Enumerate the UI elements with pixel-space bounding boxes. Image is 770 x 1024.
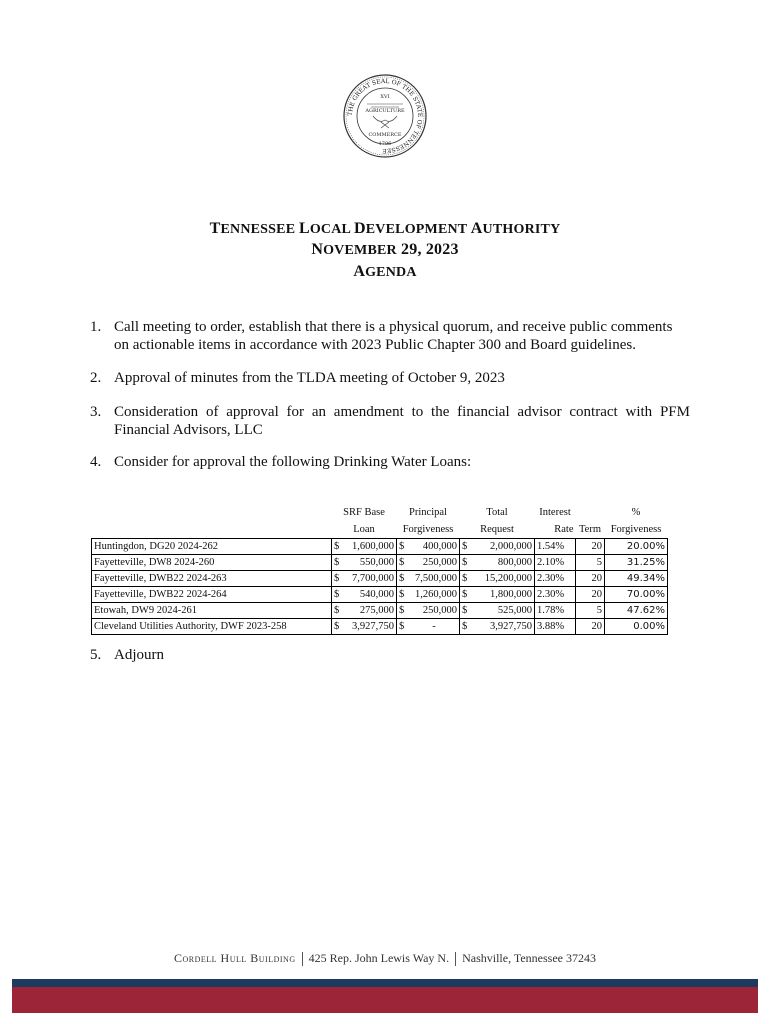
- cell-currency: $: [397, 571, 410, 587]
- footer-street: 425 Rep. John Lewis Way N.: [308, 951, 450, 965]
- cell-principal-forgiveness: 1,260,000: [409, 587, 460, 603]
- cell-percent-forgiveness: 31.25%: [605, 555, 668, 571]
- cell-total-request: 1,800,000: [472, 587, 535, 603]
- cell-currency: $: [332, 587, 345, 603]
- col-header-term: Term: [578, 524, 601, 535]
- footer-city: Nashville, Tennessee 37243: [462, 951, 596, 965]
- cell-currency: $: [397, 555, 410, 571]
- meeting-date: NOVEMBER 29, 2023: [311, 241, 459, 258]
- cell-percent-forgiveness: 47.62%: [605, 603, 668, 619]
- col-header-principal: Principal: [409, 507, 447, 518]
- state-seal: [343, 74, 427, 158]
- cell-srf-base-loan: 1,600,000: [344, 539, 397, 555]
- table-row: [92, 587, 668, 603]
- cell-currency: $: [332, 603, 345, 619]
- cell-name: Huntingdon, DG20 2024-262: [92, 539, 332, 555]
- cell-term: 20: [576, 587, 605, 603]
- cell-srf-base-loan: 3,927,750: [344, 619, 397, 635]
- cell-interest-rate: 2.10%: [535, 555, 576, 571]
- col-header-pct-forgiveness: Forgiveness: [610, 524, 662, 535]
- col-header-percent: %: [631, 507, 641, 518]
- table-row: [92, 619, 668, 635]
- footer-divider: [302, 952, 303, 966]
- cell-currency: $: [332, 539, 345, 555]
- cell-interest-rate: 2.30%: [535, 587, 576, 603]
- cell-currency: $: [460, 555, 473, 571]
- footer-address: [0, 951, 770, 966]
- cell-currency: $: [460, 587, 473, 603]
- authority-title: TENNESSEE LOCAL DEVELOPMENT AUTHORITY: [209, 220, 561, 237]
- cell-term: 20: [576, 619, 605, 635]
- cell-currency: $: [397, 619, 410, 635]
- col-header-request: Request: [480, 524, 514, 535]
- seal-year-text: 1796: [378, 141, 392, 147]
- cell-interest-rate: 1.78%: [535, 603, 576, 619]
- cell-total-request: 2,000,000: [472, 539, 535, 555]
- cell-total-request: 525,000: [472, 603, 535, 619]
- cell-name: Fayetteville, DWB22 2024-264: [92, 587, 332, 603]
- cell-currency: $: [460, 571, 473, 587]
- cell-name: Cleveland Utilities Authority, DWF 2023-258: [92, 619, 332, 635]
- table-row: [92, 603, 668, 619]
- cell-term: 20: [576, 539, 605, 555]
- cell-currency: $: [332, 571, 345, 587]
- col-header-rate: Rate: [554, 524, 574, 535]
- cell-currency: $: [397, 539, 410, 555]
- cell-percent-forgiveness: 49.34%: [605, 571, 668, 587]
- cell-currency: $: [460, 539, 473, 555]
- cell-currency: $: [397, 587, 410, 603]
- cell-term: 20: [576, 571, 605, 587]
- agenda-item-5: 5. Adjourn: [90, 647, 164, 663]
- agenda-item-4: 4. Consider for approval the following Drinking Water Loans:: [90, 454, 472, 470]
- cell-name: Fayetteville, DWB22 2024-263: [92, 571, 332, 587]
- col-header-srf-base: SRF Base: [343, 507, 385, 518]
- cell-total-request: 3,927,750: [472, 619, 535, 635]
- seal-roman-text: XVI: [380, 94, 390, 100]
- footer-band-red: [12, 987, 758, 1013]
- cell-total-request: 15,200,000: [472, 571, 535, 587]
- cell-srf-base-loan: 550,000: [344, 555, 397, 571]
- cell-currency: $: [397, 603, 410, 619]
- cell-currency: $: [332, 555, 345, 571]
- cell-principal-forgiveness: 250,000: [409, 555, 460, 571]
- cell-currency: $: [332, 619, 345, 635]
- agenda-item-3: 3. Consideration of approval for an amendment to the financial advisor contract with PFM Financial Advisors, LLC: [90, 404, 690, 438]
- seal-ring-text: THE GREAT SEAL OF THE STATE OF TENNESSEE: [346, 77, 424, 155]
- table-row: [92, 539, 668, 555]
- cell-interest-rate: 3.88%: [535, 619, 576, 635]
- cell-percent-forgiveness: 70.00%: [605, 587, 668, 603]
- table-row: [92, 555, 668, 571]
- col-header-total: Total: [486, 507, 508, 518]
- cell-srf-base-loan: 275,000: [344, 603, 397, 619]
- cell-principal-forgiveness: -: [409, 619, 460, 635]
- cell-percent-forgiveness: 20.00%: [605, 539, 668, 555]
- cell-name: Etowah, DW9 2024-261: [92, 603, 332, 619]
- cell-name: Fayetteville, DW8 2024-260: [92, 555, 332, 571]
- footer-band-blue: [12, 979, 758, 987]
- agenda-item-2: 2. Approval of minutes from the TLDA meeting of October 9, 2023: [90, 370, 505, 386]
- cell-term: 5: [576, 555, 605, 571]
- cell-principal-forgiveness: 7,500,000: [409, 571, 460, 587]
- footer-divider: [455, 952, 456, 966]
- agenda-heading: AGENDA: [353, 263, 417, 280]
- drinking-water-loans-table: [91, 504, 668, 635]
- cell-currency: $: [460, 603, 473, 619]
- agenda-item-1: 1. Call meeting to order, establish that there is a physical quorum, and receive public comments on actionable items in accordance with 2023 Public Chapter 300 and Board guidelines.: [90, 319, 673, 353]
- cell-percent-forgiveness: 0.00%: [605, 619, 668, 635]
- table-row: [92, 571, 668, 587]
- cell-term: 5: [576, 603, 605, 619]
- cell-principal-forgiveness: 400,000: [409, 539, 460, 555]
- table-header-row: [92, 504, 668, 521]
- table-header-row: [92, 521, 668, 539]
- cell-currency: $: [460, 619, 473, 635]
- cell-srf-base-loan: 7,700,000: [344, 571, 397, 587]
- seal-commerce-text: COMMERCE: [368, 132, 402, 138]
- seal-agriculture-text: AGRICULTURE: [365, 108, 405, 114]
- cell-total-request: 800,000: [472, 555, 535, 571]
- footer-building: Cordell Hull Building: [174, 951, 296, 965]
- cell-srf-base-loan: 540,000: [344, 587, 397, 603]
- cell-principal-forgiveness: 250,000: [409, 603, 460, 619]
- cell-interest-rate: 1.54%: [535, 539, 576, 555]
- col-header-loan: Loan: [353, 524, 375, 535]
- col-header-interest: Interest: [539, 507, 571, 518]
- cell-interest-rate: 2.30%: [535, 571, 576, 587]
- col-header-forgiveness: Forgiveness: [402, 524, 454, 535]
